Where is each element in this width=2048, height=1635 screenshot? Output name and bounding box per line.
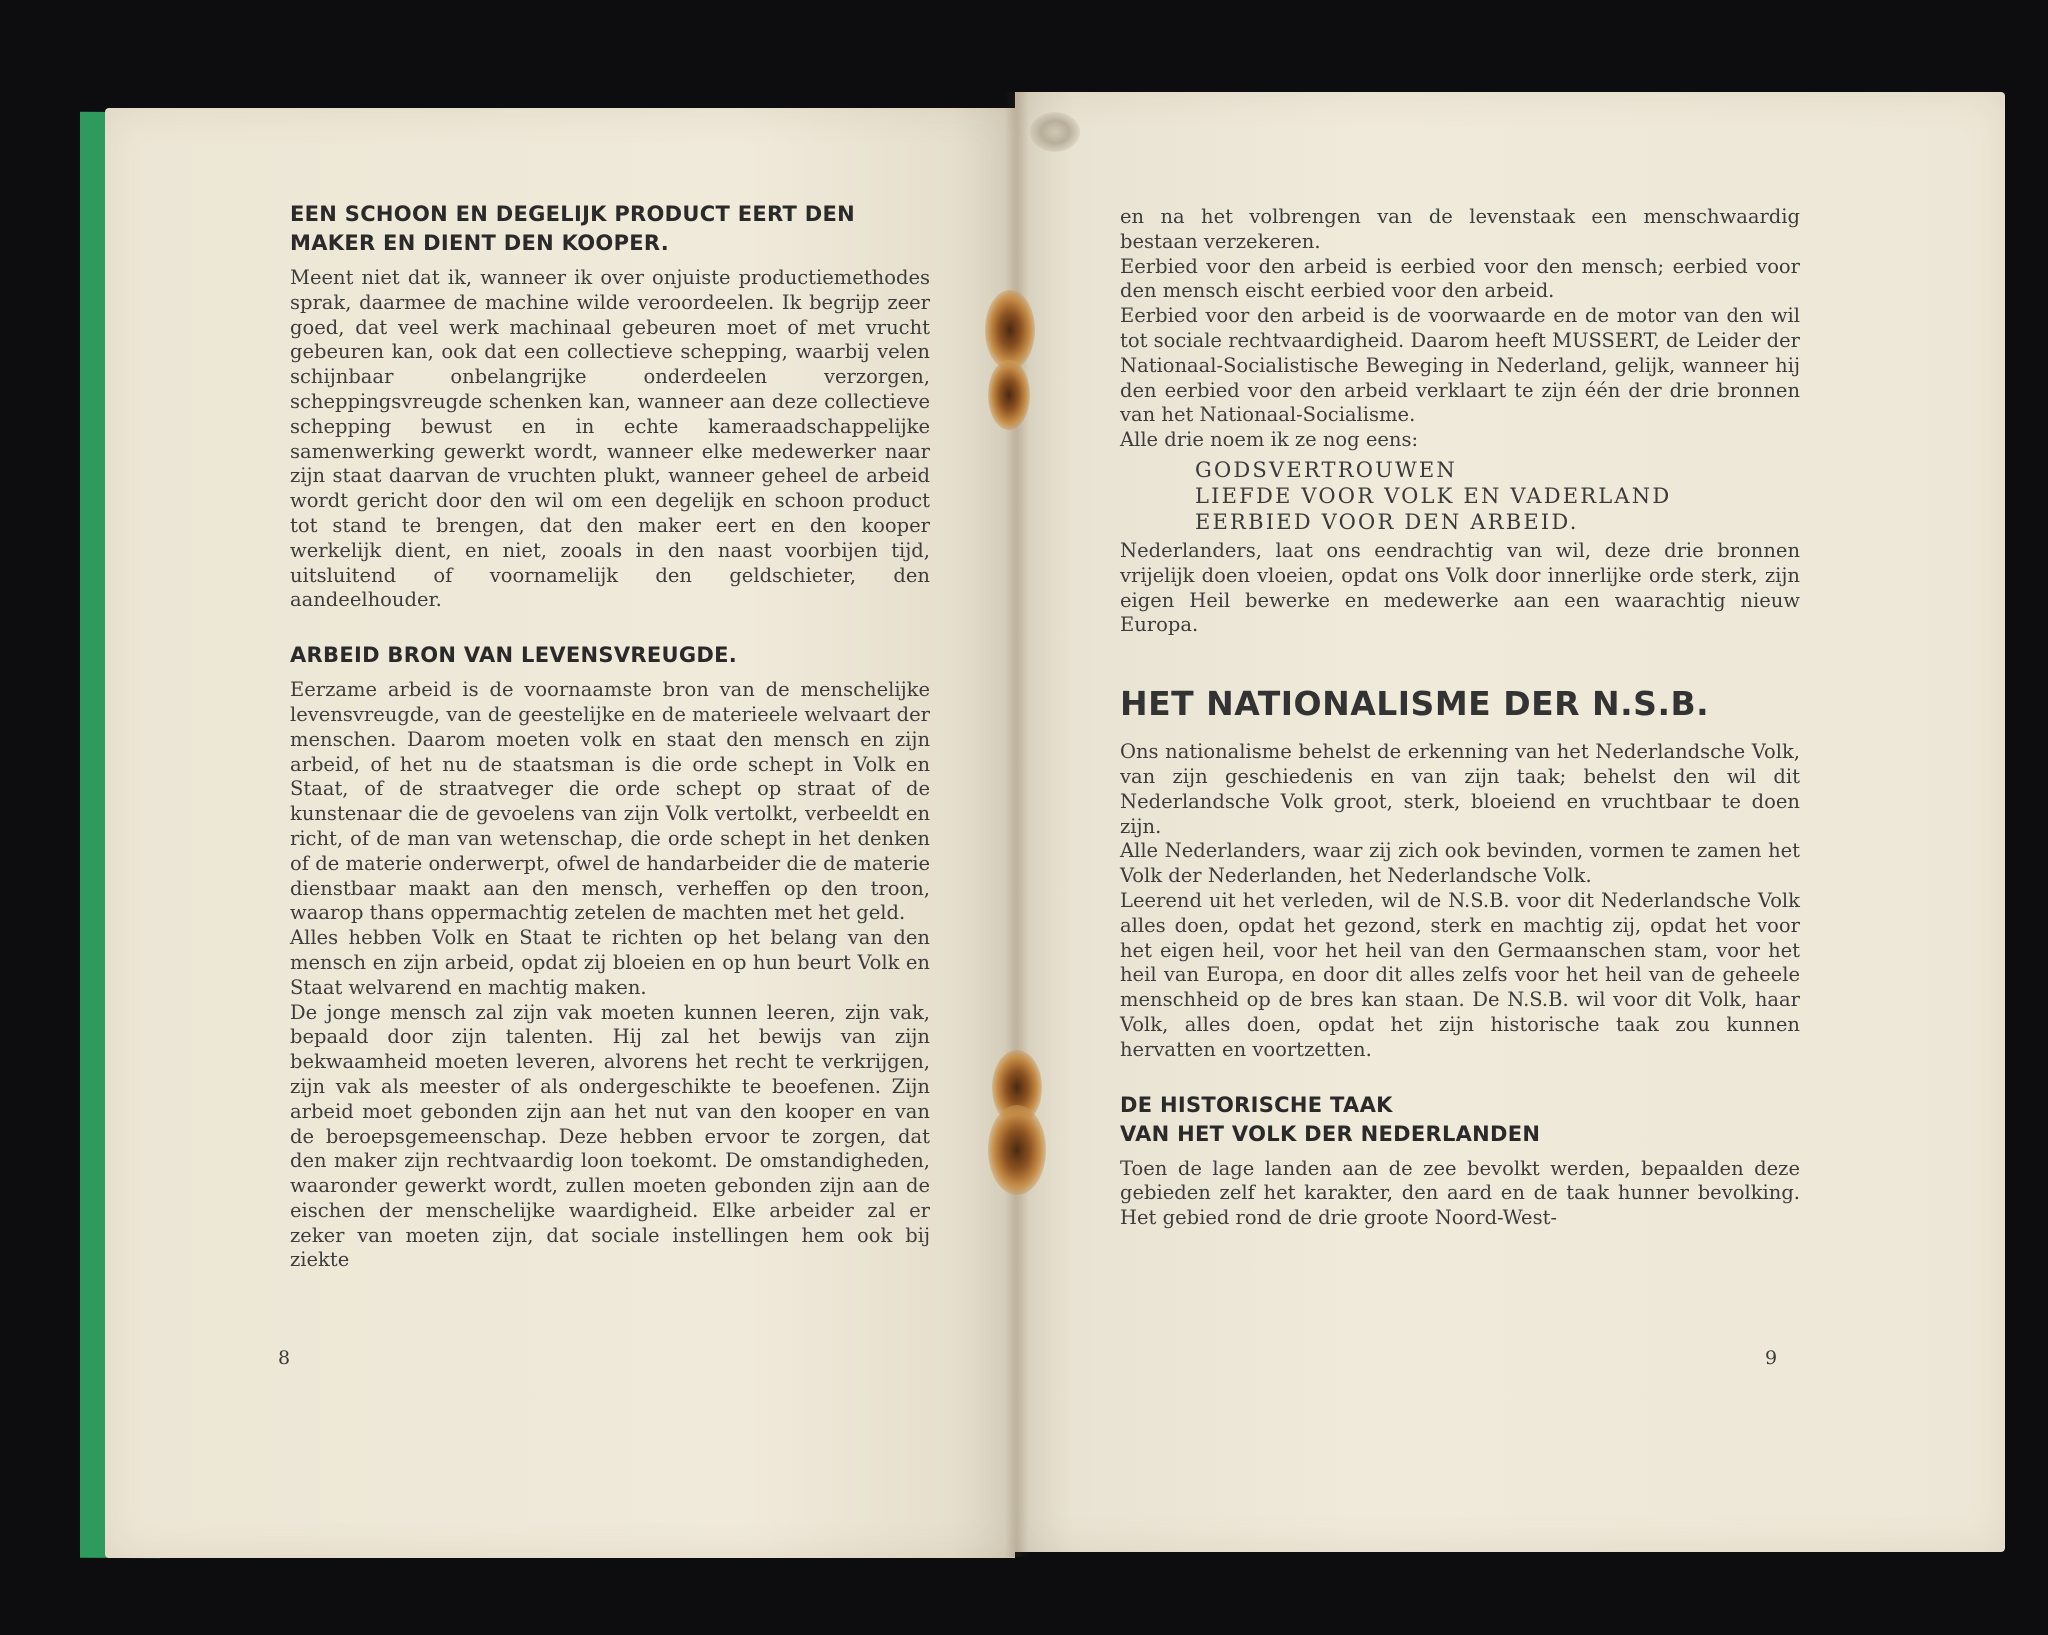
- left-page-text: [290, 200, 930, 1273]
- paragraph: Meent niet dat ik, wanneer ik over onjuiste productiemethodes sprak, daarmee de machine wilde veroordeelen. Ik begrijp zeer goed, dat veel werk machinaal gebeuren moet of met vrucht gebeuren kan, ook dat een collectieve schepping, waarbij velen schijnbaar onbelangrijke onderdeelen verzorgen, scheppingsvreugde schenken kan, wanneer aan deze collectieve schepping bewust en in echte kameraadschappelijke samenwerking gewerkt wordt, wanneer elke medewerker naar zijn staat daarvan de vruchten plukt, wanneer geheel de arbeid wordt gericht door den wil om een degelijk en schoon product tot stand te brengen, dat den maker eert en den kooper werkelijk dient, en niet, zooals in den naast voorbijen tijd, uitsluitend of voornamelijk den geldschieter, den aandeelhouder.: [290, 266, 930, 612]
- rust-stain-upper-1: [985, 290, 1035, 370]
- heading-line: MAKER EN DIENT DEN KOOPER.: [290, 231, 670, 255]
- heading-line: DE HISTORISCHE TAAK: [1120, 1092, 1393, 1117]
- section-heading-arbeid: ARBEID BRON VAN LEVENSVREUGDE.: [290, 643, 738, 668]
- paragraph: Eerzame arbeid is de voornaamste bron van de menschelijke levensvreugde, van de geestelijke en de materieele welvaart der menschen. Daarom moeten volk en staat den mensch en zijn arbeid, of het nu de staatsman is die orde schept in Volk en Staat, of de straatveger die orde schept op straat of de kunstenaar die de gevoelens van zijn Volk vertolkt, verbeeldt en richt, of de man van wetenschap, die orde schept in het denken of de materie onderwerpt, ofwel de handarbeider die de materie dienstbaar maakt aan den mensch, verheffen op den troon, waarop thans oppermachtig zetelen de machten met het geld.: [290, 678, 930, 925]
- principle-item: GODSVERTROUWEN: [1195, 457, 1457, 482]
- rust-stain-upper-2: [988, 360, 1030, 430]
- section-heading-product: [290, 200, 930, 258]
- paragraph: Alles hebben Volk en Staat te richten op het belang van den mensch en zijn arbeid, opdat zij bloeien en op hun beurt Volk en Staat welvarend en machtig maken.: [290, 926, 930, 999]
- paragraph: Eerbied voor den arbeid is de voorwaarde en de motor van den wil tot sociale rechtvaardigheid. Daarom heeft MUSSERT, de Leider der Nationaal-Socialistische Beweging in Nederland, gelijk, wanneer hij den eerbied voor den arbeid verklaart te zijn één der drie bronnen van het Nationaal-Socialisme.: [1120, 304, 1800, 427]
- rust-stain-lower-2: [988, 1105, 1046, 1195]
- paragraph: Eerbied voor den arbeid is eerbied voor den mensch; eerbied voor den mensch eischt eerbied voor den arbeid.: [1120, 254, 1800, 303]
- paragraph: Nederlanders, laat ons eendrachtig van wil, deze drie bronnen vrijelijk doen vloeien, opdat ons Volk door innerlijke orde sterk, zijn eigen Heil bewerke en medewerke aan een waarachtig nieuw Europa.: [1120, 538, 1800, 637]
- page-number-left: 8: [278, 1347, 291, 1369]
- paragraph: Ons nationalisme behelst de erkenning van het Nederlandsche Volk, van zijn geschiedenis en van zijn taak; behelst den wil dit Nederlandsche Volk groot, sterk, bloeiend en vruchtbaar te doen zijn.: [1120, 740, 1800, 838]
- paragraph: Alle Nederlanders, waar zij zich ook bevinden, vormen te zamen het Volk der Nederlanden, het Nederlandsche Volk.: [1120, 839, 1800, 888]
- paragraph: en na het volbrengen van de levenstaak een menschwaardig bestaan verzekeren.: [1120, 205, 1800, 253]
- right-page-text: [1120, 205, 1800, 1231]
- three-principles-list: [1195, 457, 1800, 535]
- paragraph: Toen de lage landen aan de zee bevolkt werden, bepaalden deze gebieden zelf het karakter, den aard en de taak hunner bevolking. Het gebied rond de drie groote Noord-West-: [1120, 1156, 1800, 1230]
- paragraph: De jonge mensch zal zijn vak moeten kunnen leeren, zijn vak, bepaald door zijn talenten. Hij zal het bewijs van zijn bekwaamheid moeten leveren, alvorens het recht te verkrijgen, zijn vak als meester of als ondergeschikte te beoefenen. Zijn arbeid moet gebonden zijn aan het nut van den kooper en van de beroepsgemeenschap. Deze hebben ervoor te zorgen, dat den maker zijn rechtvaardig loon toekomt. De omstandigheden, waaronder gewerkt wordt, zullen moeten gebonden zijn aan de eischen der menschelijke waardigheid. Elke arbeider zal er zeker van moeten zijn, dat sociale instellingen hem ook bij ziekte: [290, 1000, 930, 1272]
- page-number-right: 9: [1765, 1347, 1778, 1369]
- paragraph: Leerend uit het verleden, wil de N.S.B. voor dit Nederlandsche Volk alles doen, opdat het gezond, sterk en machtig zij, opdat het voor het eigen heil, voor het heil van den Germaanschen stam, voor het heil van Europa, en door dit alles zelfs voor het heil van de geheele menschheid op de bres kan staan. De N.S.B. wil voor dit Volk, haar Volk, alles doen, opdat het zijn historische taak zou kunnen hervatten en voortzetten.: [1120, 888, 1800, 1061]
- torn-spot: [1030, 112, 1080, 152]
- principle-item: EERBIED VOOR DEN ARBEID.: [1195, 509, 1579, 534]
- chapter-title: HET NATIONALISME DER N.S.B.: [1120, 684, 1710, 724]
- heading-line: EEN SCHOON EN DEGELIJK PRODUCT EERT DEN: [290, 202, 856, 226]
- principle-item: LIEFDE VOOR VOLK EN VADERLAND: [1195, 483, 1672, 508]
- subsection-heading: [1120, 1091, 1800, 1149]
- heading-line: VAN HET VOLK DER NEDERLANDEN: [1120, 1121, 1541, 1146]
- paragraph: Alle drie noem ik ze nog eens:: [1120, 428, 1419, 452]
